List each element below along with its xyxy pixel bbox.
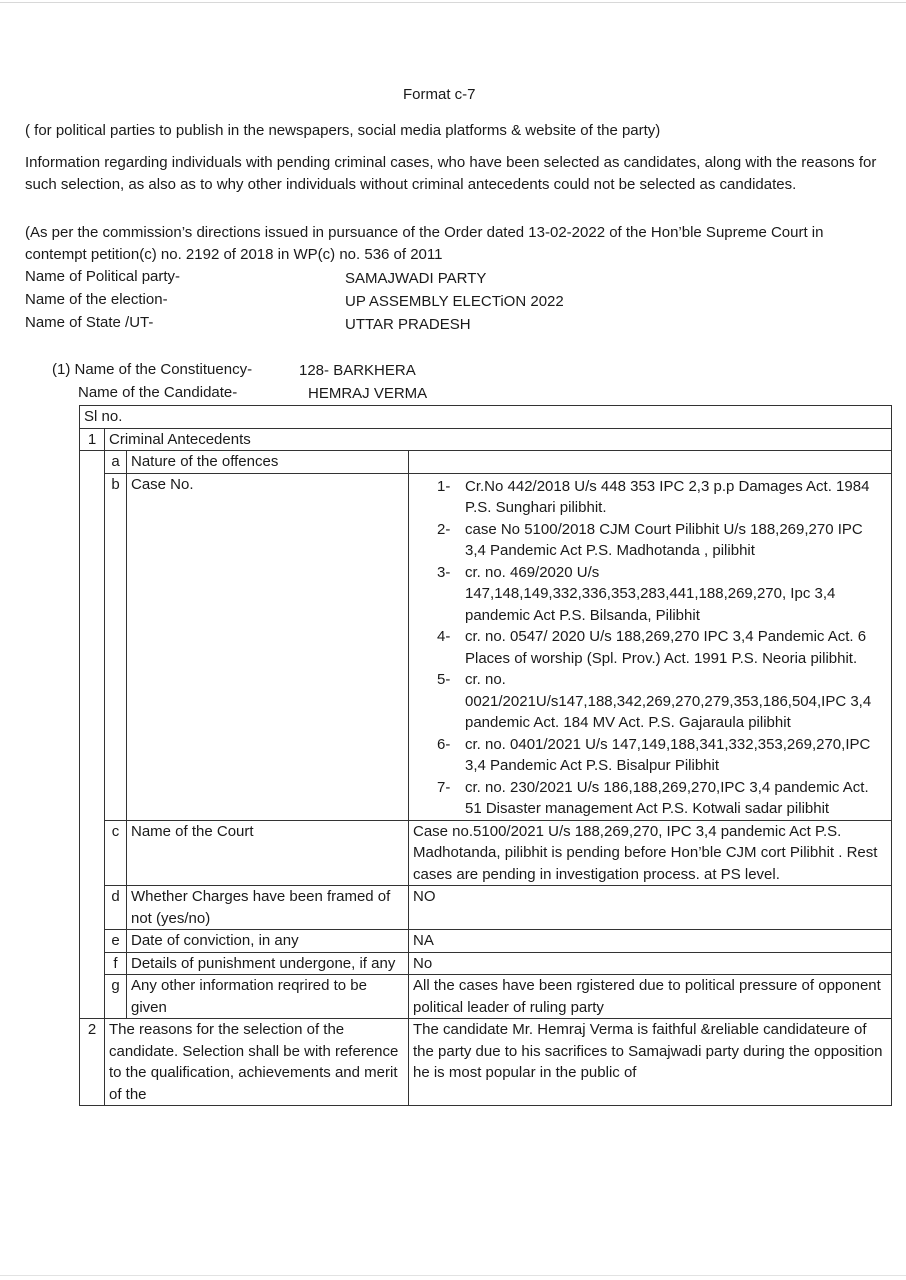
row-letter: c — [105, 820, 127, 886]
table-row — [80, 930, 892, 953]
row-label: Name of the Court — [127, 820, 409, 886]
state-label: Name of State /UT- — [25, 314, 154, 331]
row-label: The reasons for the selection of the candidate. Selection shall be with reference to the qualification, achievements and merit of the — [105, 1019, 409, 1106]
case-number: 5- — [437, 671, 451, 688]
case-number: 7- — [437, 778, 451, 796]
antecedents-table — [79, 405, 892, 1106]
election-value: UP ASSEMBLY ELECTiON 2022 — [345, 293, 564, 310]
table-row — [80, 975, 892, 1019]
case-number: 2- — [437, 520, 451, 538]
case-text: cr. no. 0547/ 2020 U/s 188,269,270 IPC 3,4 Pandemic Act. 6 Places of worship (Spl. Prov.) Act. 1991 P.S. Neoria pilibhit. — [465, 628, 867, 667]
case-number: 3- — [437, 563, 451, 581]
row-letter: e — [105, 930, 127, 953]
spacer-cell — [80, 975, 105, 1019]
row-letter: d — [105, 886, 127, 930]
top-edge-line — [0, 2, 906, 3]
row-value: The candidate Mr. Hemraj Verma is faithful &reliable candidateure of the party due to his sacrifices to Samajwadi party during the opposition he is most popular in the public of — [409, 1019, 892, 1106]
state-value: UTTAR PRADESH — [345, 316, 471, 333]
row-label: Any other information reqrired to be given — [127, 975, 409, 1019]
case-text: cr. no. 0021/2021U/s147,188,342,269,270,279,353,186,504,IPC 3,4 pandemic Act. 184 MV Act. P.S. Gajaraula pilibhit — [465, 671, 872, 731]
spacer-cell — [80, 473, 105, 820]
row-value: All the cases have been rgistered due to political pressure of opponent political leader of ruling party — [409, 975, 892, 1019]
list-item — [437, 476, 887, 519]
row-value: Case no.5100/2021 U/s 188,269,270, IPC 3,4 pandemic Act P.S. Madhotanda, pilibhit is pending before Hon’ble CJM cort Pilibhit . Rest cases are pending in investigation process. at PS level. — [409, 820, 892, 886]
case-number: 1- — [437, 477, 451, 495]
bottom-edge-line — [0, 1275, 906, 1276]
row-letter: g — [105, 975, 127, 1019]
table-row — [80, 952, 892, 975]
table-row — [80, 428, 892, 451]
case-text: Cr.No 442/2018 U/s 448 353 IPC 2,3 p.p Damages Act. 1984 P.S. Sunghari pilibhit. — [465, 477, 870, 516]
row-letter: a — [105, 451, 127, 474]
case-text: cr. no. 0401/2021 U/s 147,149,188,341,332,353,269,270,IPC 3,4 Pandemic Act P.S. Bisalpur Pilibhit — [465, 735, 871, 774]
list-item — [437, 777, 887, 820]
row-label: Date of conviction, in any — [127, 930, 409, 953]
row-letter: f — [105, 952, 127, 975]
case-number: 6- — [437, 735, 451, 753]
publish-note: ( for political parties to publish in the newspapers, social media platforms & website of the party) — [25, 122, 661, 139]
row-value — [409, 451, 892, 474]
format-title: Format c-7 — [403, 86, 476, 103]
row-value: NA — [409, 930, 892, 953]
case-list — [413, 476, 887, 820]
section-title: Criminal Antecedents — [105, 428, 892, 451]
spacer-cell — [80, 820, 105, 886]
row-number: 1 — [80, 428, 105, 451]
table-row — [80, 406, 892, 429]
list-item — [437, 734, 887, 777]
directions-paragraph: (As per the commission’s directions issued in pursuance of the Order dated 13-02-2022 of the Hon’ble Supreme Court in contempt petition(c) no. 2192 of 2018 in WP(c) no. 536 of 2011 — [25, 224, 824, 263]
sl-no-header: Sl no. — [80, 406, 892, 429]
case-number: 4- — [437, 628, 451, 645]
row-value: No — [409, 952, 892, 975]
case-list-cell — [409, 473, 892, 820]
constituency-value: 128- BARKHERA — [299, 362, 416, 379]
table-row — [80, 451, 892, 474]
candidate-value: HEMRAJ VERMA — [308, 385, 428, 402]
row-label: Whether Charges have been framed of not (yes/no) — [127, 886, 409, 930]
spacer-cell — [80, 930, 105, 953]
table-row — [80, 473, 892, 820]
list-item — [437, 562, 887, 627]
row-value: NO — [409, 886, 892, 930]
constituency-label: (1) Name of the Constituency- — [52, 361, 253, 378]
case-text: case No 5100/2018 CJM Court Pilibhit U/s 188,269,270 IPC 3,4 Pandemic Act P.S. Madhotanda , pilibhit — [465, 520, 863, 559]
case-text: cr. no. 469/2020 U/s 147,148,149,332,336,353,283,441,188,269,270, Ipc 3,4 pandemic Act P.S. Bilsanda, Pilibhit — [465, 563, 836, 624]
intro-paragraph: Information regarding individuals with pending criminal cases, who have been selected as candidates, along with the reasons for such selection, as also as to why other individuals without criminal antecedents could not be selected as candidates. — [25, 154, 877, 193]
list-item — [437, 669, 887, 734]
case-text: cr. no. 230/2021 U/s 186,188,269,270,IPC 3,4 pandemic Act. 51 Disaster management Act P.S. Kotwali sadar pilibhit — [465, 778, 869, 817]
spacer-cell — [80, 952, 105, 975]
list-item — [437, 626, 887, 669]
table-row — [80, 820, 892, 886]
list-item — [437, 519, 887, 562]
table-row — [80, 1019, 892, 1106]
row-number: 2 — [80, 1019, 105, 1106]
spacer-cell — [80, 451, 105, 474]
row-label: Case No. — [127, 473, 409, 820]
party-value: SAMAJWADI PARTY — [345, 270, 487, 287]
candidate-label: Name of the Candidate- — [78, 384, 238, 401]
row-label: Details of punishment undergone, if any — [127, 952, 409, 975]
row-label: Nature of the offences — [127, 451, 409, 474]
table-row — [80, 886, 892, 930]
election-label: Name of the election- — [25, 291, 168, 308]
spacer-cell — [80, 886, 105, 930]
party-label: Name of Political party- — [25, 268, 181, 285]
row-letter: b — [105, 473, 127, 820]
